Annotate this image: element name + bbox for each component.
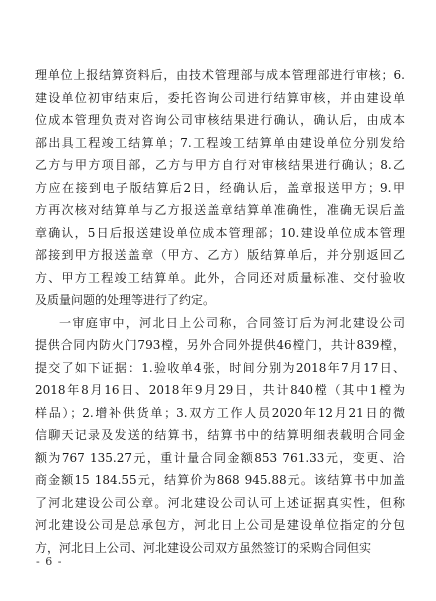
text-line: 建设单位初审结束后，委托咨询公司进行结算审核，并由建设单: [35, 90, 405, 105]
paragraph: [35, 312, 405, 560]
text-line: 信聊天记录及发送的结算书，结算书中的结算明细表载明合同金: [35, 428, 405, 442]
text-line: 额为767 135.27元，重计量合同金额853 761.33元，变更、洽: [35, 450, 405, 465]
text-line: 商金额15 184.55元，结算价为868 945.88元。该结算书中加盖: [35, 473, 405, 487]
text-line: 方，河北日上公司、河北建设公司双方虽然签订的采购合同但实: [35, 540, 372, 555]
text-line: 了河北建设公司公章。河北建设公司认可上述证据真实性，但称: [35, 495, 405, 510]
text-line: 方、甲方工程竣工结算单。此外，合同还对质量标准、交付验收: [35, 270, 405, 285]
text-line: 提供合同内防火门793樘，另外合同外提供46樘门，共计839樘，: [35, 338, 405, 352]
text-line: 样品）；2.增补供货单；3.双方工作人员2020年12月21日的微: [35, 405, 405, 420]
text-line: 理单位上报结算资料后，由技术管理部与成本管理部进行审核；6.: [35, 68, 405, 82]
text-line: 位成本管理负责对咨询公司审核结果进行确认，确认后，由成本: [35, 113, 405, 127]
text-line: 河北建设公司是总承包方，河北日上公司是建设单位指定的分包: [35, 518, 405, 532]
text-line: 及质量问题的处理等进行了约定。: [35, 293, 216, 307]
text-line: 一审庭审中，河北日上公司称，合同签订后为河北建设公司: [59, 315, 405, 330]
paragraph: [35, 64, 405, 312]
text-line: 章确认，5日后报送建设单位成本管理部；10.建设单位成本管理: [35, 225, 405, 240]
text-line: 2018年8月16日、2018年9月29日，共计840樘（其中1樘为: [35, 383, 405, 397]
body-text: [35, 64, 405, 559]
text-line: 部接到甲方报送盖章（甲方、乙方）版结算单后，并分别返回乙: [35, 248, 405, 262]
text-line: 方应在接到电子版结算后2日，经确认后，盖章报送甲方；9.甲: [35, 180, 405, 195]
text-line: 乙方与甲方项目部，乙方与甲方自行对审核结果进行确认；8.乙: [35, 158, 405, 172]
page-number: - 6 -: [36, 555, 63, 568]
text-line: 方再次核对结算单与乙方报送盖章结算单准确性，准确无误后盖: [35, 203, 405, 217]
text-line: 提交了如下证据：1.验收单4张，时间分别为2018年7月17日、: [35, 360, 405, 375]
text-line: 部出具工程竣工结算单；7.工程竣工结算单由建设单位分别发给: [35, 135, 405, 150]
